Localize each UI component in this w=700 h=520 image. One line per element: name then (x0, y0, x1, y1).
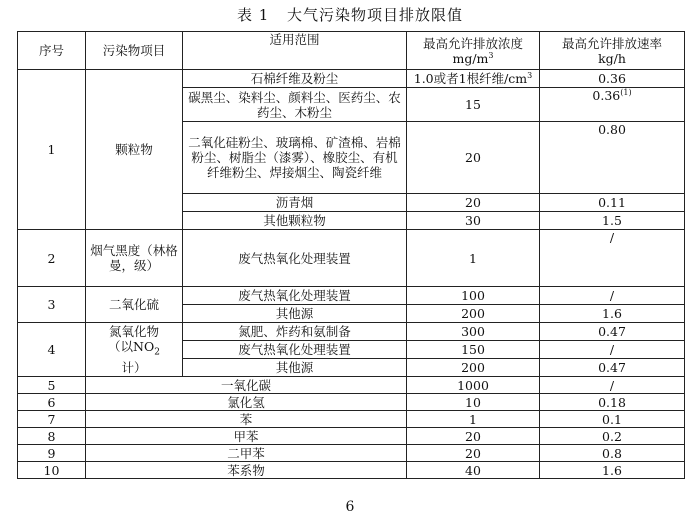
row5-rate: / (540, 377, 685, 394)
row1-sub5-rate: 1.5 (540, 212, 685, 230)
row3-item: 二氧化硫 (86, 287, 183, 323)
header-rate-label: 最高允许排放速率 (561, 35, 662, 51)
table-row (18, 70, 685, 88)
row4-sub2-scope: 废气热氧化处理装置 (183, 341, 407, 359)
row3-sub1-scope: 废气热氧化处理装置 (183, 287, 407, 305)
row4-item (86, 323, 183, 377)
header-rate-unit: kg/h (598, 50, 626, 66)
row1-sub3-rate: 0.80 (540, 122, 685, 194)
row4-item-line1: 氮氧化物 (108, 323, 159, 339)
row4-sub1-rate: 0.47 (540, 323, 685, 341)
row4-sub3-conc: 200 (407, 359, 540, 377)
row4-sub1-scope: 氮肥、炸药和氨制备 (183, 323, 407, 341)
row2-conc: 1 (407, 230, 540, 287)
row4-sub3-rate: 0.47 (540, 359, 685, 377)
row6-conc: 10 (407, 394, 540, 411)
row3-sub1-rate: / (540, 287, 685, 305)
row10-seq: 10 (18, 462, 86, 479)
header-item: 污染物项目 (86, 32, 183, 70)
row10-name: 苯系物 (86, 462, 407, 479)
row1-sub2-conc: 15 (407, 88, 540, 122)
row4-item-line2 (90, 339, 178, 361)
row1-sub1-scope: 石棉纤维及粉尘 (183, 70, 407, 88)
table-row (18, 445, 685, 462)
row1-sub4-scope: 沥青烟 (183, 194, 407, 212)
header-row (18, 32, 685, 70)
row3-sub2-conc: 200 (407, 305, 540, 323)
table-row (18, 230, 685, 287)
row4-sub1-conc: 300 (407, 323, 540, 341)
row6-name: 氯化氢 (86, 394, 407, 411)
row1-sub1-conc-sup: 3 (527, 70, 533, 80)
row7-rate: 0.1 (540, 411, 685, 428)
emission-limits-table (17, 31, 685, 479)
row5-conc: 1000 (407, 377, 540, 394)
row1-sub2-rate-main: 0.36 (592, 88, 621, 103)
row4-sub2-conc: 150 (407, 341, 540, 359)
row1-sub4-conc: 20 (407, 194, 540, 212)
row3-sub2-scope: 其他源 (183, 305, 407, 323)
row1-sub1-conc (407, 70, 540, 88)
table-row (18, 428, 685, 445)
row5-seq: 5 (18, 377, 86, 394)
row7-name: 苯 (86, 411, 407, 428)
row7-seq: 7 (18, 411, 86, 428)
row7-conc: 1 (407, 411, 540, 428)
row1-sub2-rate (540, 88, 685, 122)
row8-name: 甲苯 (86, 428, 407, 445)
page-number: 6 (345, 499, 355, 515)
row1-sub3-scope: 二氧化硅粉尘、玻璃棉、矿渣棉、岩棉粉尘、树脂尘（漆雾）、橡胶尘、有机纤维粉尘、焊接烟尘、陶瓷纤维 (183, 122, 407, 194)
row3-seq: 3 (18, 287, 86, 323)
row2-scope: 废气热氧化处理装置 (183, 230, 407, 287)
row2-seq: 2 (18, 230, 86, 287)
row6-seq: 6 (18, 394, 86, 411)
row9-seq: 9 (18, 445, 86, 462)
row1-sub2-scope: 碳黑尘、染料尘、颜料尘、医药尘、农药尘、木粉尘 (183, 88, 407, 122)
header-seq: 序号 (18, 32, 86, 70)
row10-conc: 40 (407, 462, 540, 479)
row10-rate: 1.6 (540, 462, 685, 479)
table-row (18, 394, 685, 411)
row4-item-line3: 计） (121, 360, 147, 376)
table-number: 表 1 (236, 6, 270, 24)
row1-sub5-scope: 其他颗粒物 (183, 212, 407, 230)
row9-name: 二甲苯 (86, 445, 407, 462)
table-row (18, 323, 685, 341)
row8-conc: 20 (407, 428, 540, 445)
row2-item: 烟气黑度（林格曼，级） (86, 230, 183, 287)
table-title (0, 2, 700, 28)
table-row (18, 462, 685, 479)
row4-item-no: （以NO (108, 338, 155, 354)
header-scope: 适用范围 (183, 32, 407, 70)
row1-sub4-rate: 0.11 (540, 194, 685, 212)
row1-item: 颗粒物 (86, 70, 183, 230)
row1-sub2-rate-sup: (1) (620, 87, 632, 97)
row5-name: 一氧化碳 (86, 377, 407, 394)
row6-rate: 0.18 (540, 394, 685, 411)
row4-sub2-rate: / (540, 341, 685, 359)
row9-rate: 0.8 (540, 445, 685, 462)
header-conc-label: 最高允许排放浓度 (422, 35, 523, 51)
row1-sub1-conc-main: 1.0或者1根纤维/cm (413, 71, 528, 86)
header-conc (407, 32, 540, 70)
row9-conc: 20 (407, 445, 540, 462)
table-caption: 大气污染物项目排放限值 (287, 6, 464, 24)
row3-sub2-rate: 1.6 (540, 305, 685, 323)
header-conc-unit (411, 51, 535, 66)
row1-sub3-conc: 20 (407, 122, 540, 194)
row4-sub3-scope: 其他源 (183, 359, 407, 377)
table-row (18, 411, 685, 428)
row4-seq: 4 (18, 323, 86, 377)
row4-item-sub: 2 (154, 347, 160, 358)
row2-rate: / (540, 230, 685, 287)
row8-rate: 0.2 (540, 428, 685, 445)
row1-sub5-conc: 30 (407, 212, 540, 230)
header-rate (540, 32, 685, 70)
table-row (18, 377, 685, 394)
row3-sub1-conc: 100 (407, 287, 540, 305)
table-row (18, 287, 685, 305)
conc-unit-main: mg/m (452, 50, 489, 66)
row8-seq: 8 (18, 428, 86, 445)
row1-seq: 1 (18, 70, 86, 230)
conc-unit-sup: 3 (488, 50, 494, 60)
row1-sub1-rate: 0.36 (540, 70, 685, 88)
